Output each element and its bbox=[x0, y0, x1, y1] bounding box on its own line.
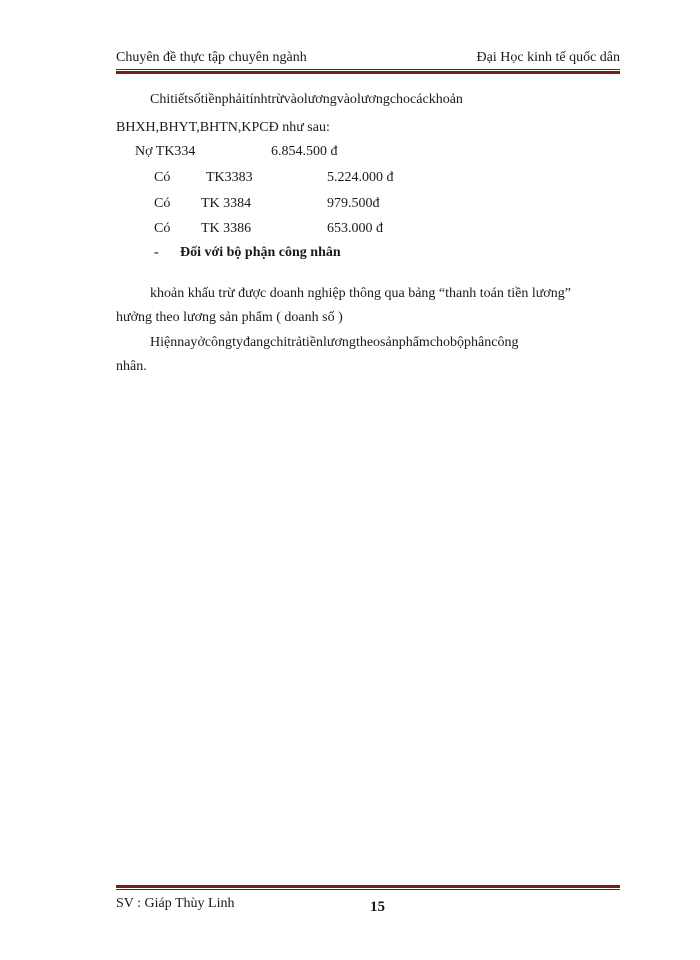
paragraph-word: tiền bbox=[302, 335, 324, 350]
intro-word: Chi bbox=[150, 92, 171, 107]
credit-account: TK 3384 bbox=[201, 196, 252, 211]
paragraph-word: ở bbox=[197, 335, 205, 350]
intro-word: phải bbox=[221, 92, 246, 107]
paragraph-word: phẩm bbox=[398, 335, 430, 350]
page-number: 15 bbox=[370, 899, 385, 915]
credit-account: TK3383 bbox=[206, 170, 253, 185]
intro-word: vào bbox=[283, 92, 304, 107]
paragraph-word: bộ bbox=[450, 335, 465, 350]
footer-rule bbox=[116, 885, 620, 890]
intro-paragraph bbox=[116, 88, 617, 140]
paragraph-deductions bbox=[116, 282, 617, 330]
paragraph-word: phân bbox=[464, 335, 492, 350]
footer-rule-thin bbox=[116, 889, 620, 890]
paragraph-word: lương bbox=[323, 335, 356, 350]
header-rule-thin bbox=[116, 69, 620, 70]
header-rule bbox=[116, 69, 620, 74]
paragraph-word: sản bbox=[380, 335, 399, 350]
intro-line-2: BHXH,BHYT,BHTN,KPCĐ như sau: bbox=[116, 120, 330, 135]
intro-word: lương bbox=[303, 92, 337, 107]
intro-word: các bbox=[410, 92, 429, 107]
credit-amount: 653.000 đ bbox=[327, 221, 383, 236]
intro-word: tiền bbox=[200, 92, 222, 107]
credit-amount: 5.224.000 đ bbox=[327, 170, 394, 185]
paragraph-word: đang bbox=[242, 335, 271, 350]
credit-prefix: Có bbox=[154, 170, 171, 185]
paragraph-word: cho bbox=[429, 335, 451, 350]
debit-amount: 6.854.500 đ bbox=[271, 144, 338, 159]
header-rule-thick bbox=[116, 71, 620, 74]
paragraph-word: trả bbox=[287, 335, 303, 350]
intro-word: lương bbox=[356, 92, 390, 107]
paragraph-word: theo bbox=[355, 335, 381, 350]
intro-word: cho bbox=[389, 92, 411, 107]
page-header bbox=[116, 48, 620, 68]
credit-prefix: Có bbox=[154, 196, 171, 211]
paragraph-payment bbox=[116, 331, 617, 379]
header-right-title: Đại Học kinh tế quốc dân bbox=[476, 50, 620, 65]
intro-word: vào bbox=[336, 92, 357, 107]
paragraph-word: Hiện bbox=[150, 335, 178, 350]
footer-rule-thick bbox=[116, 885, 620, 888]
paragraph-word: ty bbox=[232, 335, 243, 350]
bullet-dash: - bbox=[154, 245, 159, 260]
paragraph-line bbox=[116, 331, 617, 355]
header-left-title: Chuyên đề thực tập chuyên ngành bbox=[116, 50, 307, 65]
paragraph-line: hưởng theo lương sản phẩm ( doanh số ) bbox=[116, 310, 343, 325]
intro-word: trừ bbox=[267, 92, 284, 107]
credit-account: TK 3386 bbox=[201, 221, 252, 236]
paragraph-line: khoản khấu trừ được doanh nghiệp thông qua bảng “thanh toán tiền lương” bbox=[150, 286, 571, 301]
paragraph-word: chi bbox=[270, 335, 288, 350]
credit-amount: 979.500đ bbox=[327, 196, 380, 211]
intro-line-1 bbox=[116, 88, 617, 112]
credit-prefix: Có bbox=[154, 221, 171, 236]
intro-word: số bbox=[188, 92, 201, 107]
bullet-heading: Đối với bộ phận công nhân bbox=[180, 245, 341, 260]
intro-word: tính bbox=[245, 92, 268, 107]
intro-word: khoản bbox=[428, 92, 463, 107]
paragraph-word: công bbox=[204, 335, 233, 350]
paragraph-word: công bbox=[491, 335, 519, 350]
debit-label: Nợ TK334 bbox=[135, 144, 196, 159]
paragraph-line: nhân. bbox=[116, 359, 147, 374]
student-name: SV : Giáp Thùy Linh bbox=[116, 896, 235, 911]
intro-word: tiết bbox=[170, 92, 189, 107]
paragraph-word: nay bbox=[177, 335, 198, 350]
